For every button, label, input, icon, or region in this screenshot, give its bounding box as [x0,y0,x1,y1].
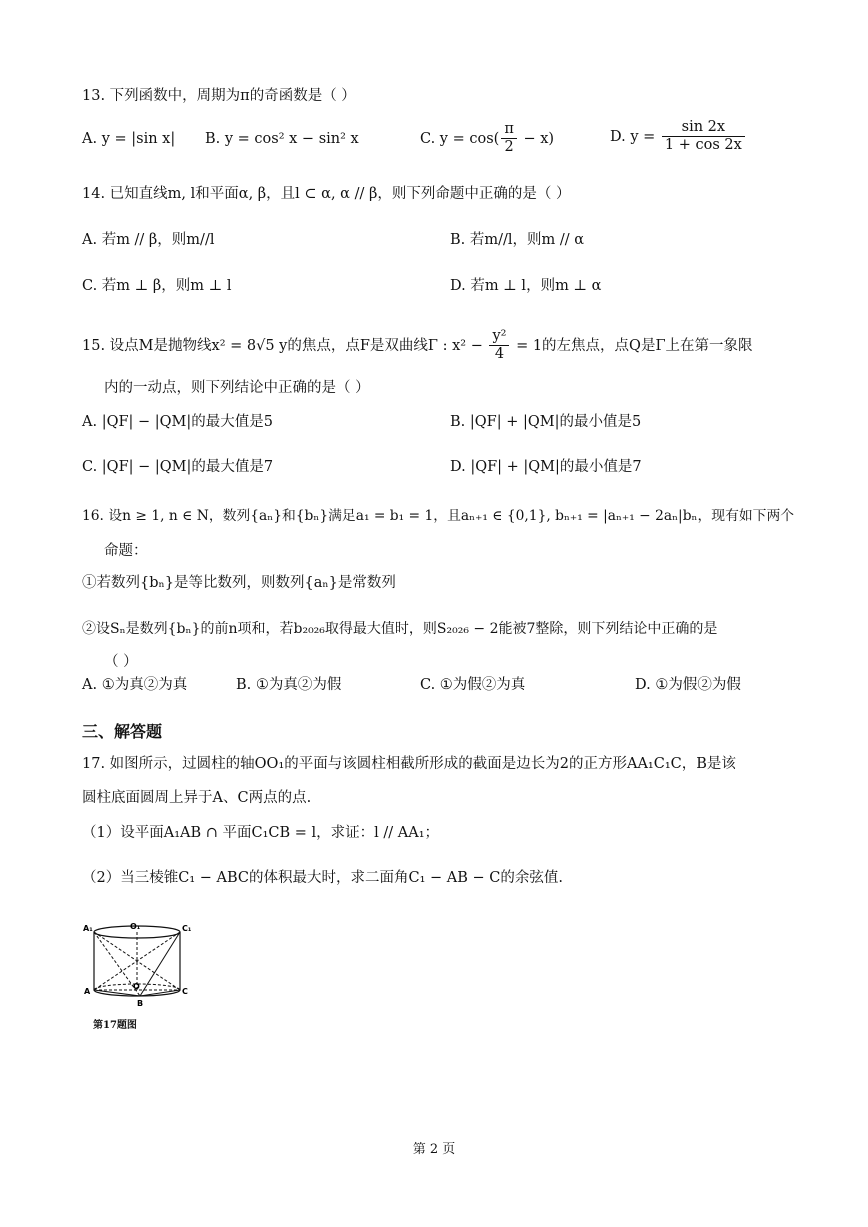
q14-option-b: B. 若m//l，则m // α [450,232,585,248]
section-title: 三、解答题 [82,722,163,741]
q13-stem: 13. 下列函数中，周期为π的奇函数是（ ） [82,88,356,104]
q13-c-den: 2 [504,139,514,156]
q13-d-prefix: D. y = [610,128,660,145]
q15-option-c: C. |QF| − |QM|的最大值是7 [82,459,274,475]
label-a1: A₁ [83,924,93,933]
q14-stem: 14. 已知直线m, l和平面α, β，且l ⊂ α, α // β，则下列命题中正确的是（ ） [82,186,571,202]
q16-option-b: B. ①为真②为假 [236,677,342,693]
label-c: C [182,987,188,996]
label-c1: C₁ [182,924,192,933]
q13-d-num: sin 2x [662,119,745,137]
q17-part-2: （2）当三棱锥C₁ − ABC的体积最大时，求二面角C₁ − AB − C的余弦值. [82,870,563,886]
q13-d-fraction [662,119,745,155]
q17-part-1: （1）设平面A₁AB ∩ 平面C₁CB = l，求证：l // AA₁； [82,825,440,841]
q13-c-fraction [501,121,517,157]
q17-figure-caption: 第17题图 [93,1020,137,1031]
label-o: O [133,982,140,991]
label-o1: O₁ [130,922,141,931]
q13-option-c [420,121,554,157]
q16-proposition-2-line2: （ ） [104,654,138,670]
q16-option-d: D. ①为假②为假 [635,677,741,693]
q16-option-a: A. ①为真②为真 [82,677,188,693]
q15-stem [82,328,753,364]
q13-option-a: A. y = |sin x| [82,131,176,147]
q15-stem-suffix: = 1的左焦点，点Q是Γ上在第一象限 [511,337,753,354]
q13-c-suffix: − x) [518,130,555,147]
q16-proposition-2: ②设Sₙ是数列{bₙ}的前n项和，若b₂₀₂₆取得最大值时，则S₂₀₂₆ − 2能被7整除，则下列结论中正确的是 [82,621,718,637]
q15-stem-line2: 内的一动点，则下列结论中正确的是（ ） [104,380,370,396]
q14-option-a: A. 若m // β，则m//l [82,232,215,248]
q13-option-d [610,119,747,155]
q13-d-den: 1 + cos 2x [664,137,742,154]
q15-stem-prefix: 15. 设点M是抛物线x² = 8√5 y的焦点，点F是双曲线Γ : x² − [82,337,488,354]
q16-stem: 16. 设n ≥ 1, n ∈ N，数列{aₙ}和{bₙ}满足a₁ = b₁ = 1，且aₙ₊₁ ∈ {0,1}, bₙ₊₁ = |aₙ₊₁ − 2aₙ|bₙ，现有如下两个 [82,508,795,524]
q17-stem-line2: 圆柱底面圆周上异于A、C两点的点. [82,790,312,806]
q15-option-d: D. |QF| + |QM|的最小值是7 [450,459,642,475]
q16-proposition-1: ①若数列{bₙ}是等比数列，则数列{aₙ}是常数列 [82,575,396,591]
q16-option-c: C. ①为假②为真 [420,677,526,693]
q13-option-b: B. y = cos² x − sin² x [205,131,359,147]
label-a: A [84,987,91,996]
q17-cylinder-figure [82,920,192,1030]
label-b: B [137,999,144,1008]
q13-c-num: π [501,121,517,139]
q16-stem-line2: 命题： [104,543,148,559]
q17-stem: 17. 如图所示，过圆柱的轴OO₁的平面与该圆柱相截所形成的截面是边长为2的正方形AA₁C₁C，B是该 [82,756,736,772]
q13-c-prefix: C. y = cos( [420,130,500,147]
q14-option-c: C. 若m ⊥ β，则m ⊥ l [82,278,232,294]
q14-option-d: D. 若m ⊥ l，则m ⊥ α [450,278,602,294]
q15-y-num: y² [489,328,509,346]
q15-option-a: A. |QF| − |QM|的最大值是5 [82,414,274,430]
q15-option-b: B. |QF| + |QM|的最小值是5 [450,414,642,430]
page-number: 第 2 页 [412,1142,456,1157]
q15-y-fraction [489,328,509,364]
q15-y-den: 4 [494,346,505,363]
